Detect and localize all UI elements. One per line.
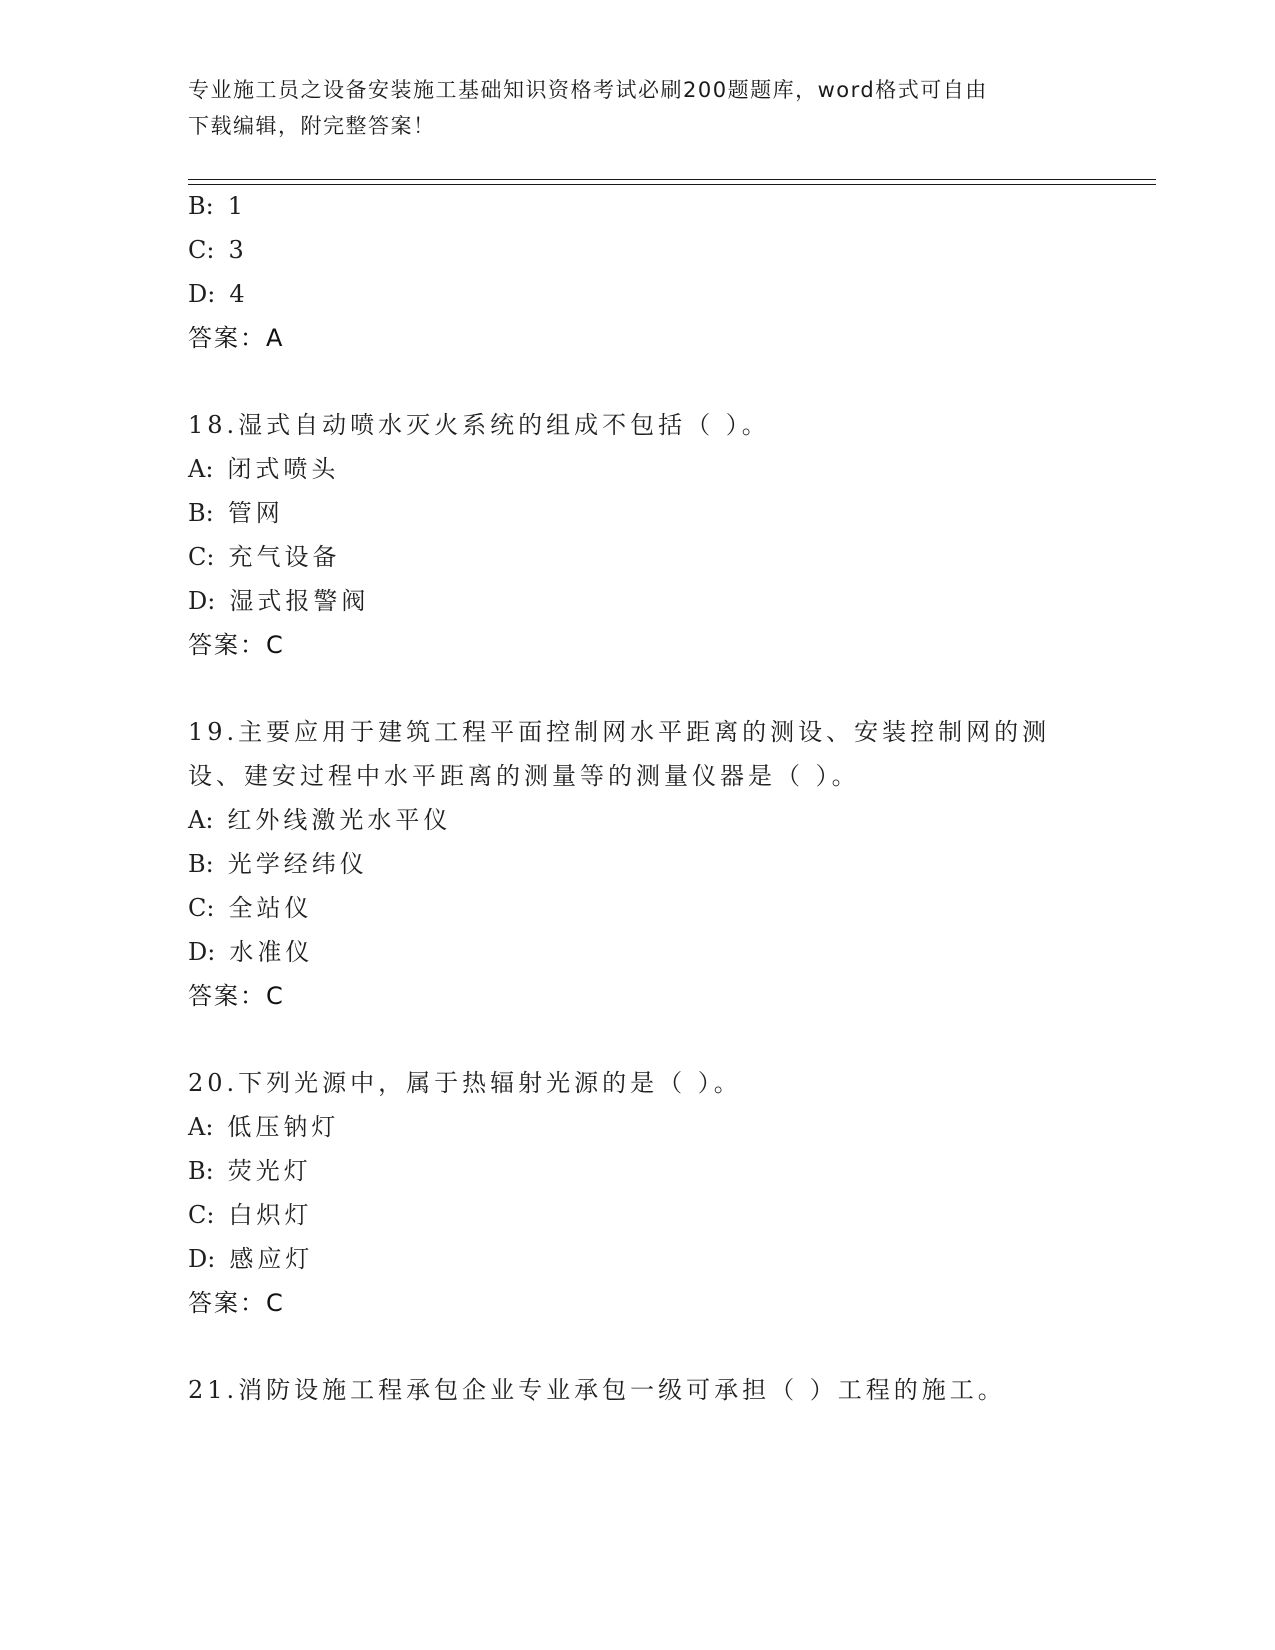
question-20-stem: 20.下列光源中，属于热辐射光源的是（ ）。: [188, 1069, 742, 1097]
question-20-option-a: A: 低压钠灯: [188, 1113, 340, 1141]
question-18-option-a: A: 闭式喷头: [188, 455, 340, 483]
question-19-stem-line-2: 设、建安过程中水平距离的测量等的测量仪器是（ ）。: [188, 762, 860, 790]
question-19-option-c: C: 全站仪: [188, 894, 313, 922]
question-20-option-c: C: 白炽灯: [188, 1201, 313, 1229]
header-line-1: 专业施工员之设备安装施工基础知识资格考试必刷200题题库，word格式可自由: [188, 78, 988, 102]
question-18-option-c: C: 充气设备: [188, 543, 341, 571]
question-20-option-b: B: 荧光灯: [188, 1157, 312, 1185]
question-20-option-d: D: 感应灯: [188, 1245, 314, 1273]
question-18-answer: 答案：C: [188, 631, 285, 659]
question-19-stem-line-1: 19.主要应用于建筑工程平面控制网水平距离的测设、安装控制网的测: [188, 718, 1051, 746]
question-18-option-d: D: 湿式报警阀: [188, 587, 370, 615]
question-19-option-a: A: 红外线激光水平仪: [188, 806, 452, 834]
fragment-option-b: B: 1: [188, 192, 248, 220]
fragment-option-c: C: 3: [188, 236, 248, 264]
question-21-stem: 21.消防设施工程承包企业专业承包一级可承担（ ）工程的施工。: [188, 1376, 1006, 1404]
header-divider-bottom: [188, 184, 1156, 185]
question-19-option-b: B: 光学经纬仪: [188, 850, 368, 878]
page-header: [188, 72, 1068, 144]
question-18-option-b: B: 管网: [188, 499, 284, 527]
header-line-2: 下载编辑，附完整答案！: [188, 114, 436, 138]
question-19-answer: 答案：C: [188, 982, 285, 1010]
fragment-option-d: D: 4: [188, 280, 249, 308]
question-18-stem: 18.湿式自动喷水灭火系统的组成不包括（ ）。: [188, 411, 770, 439]
header-divider-top: [188, 179, 1156, 180]
question-19-option-d: D: 水准仪: [188, 938, 314, 966]
question-20-answer: 答案：C: [188, 1289, 285, 1317]
fragment-answer: 答案：A: [188, 324, 285, 352]
